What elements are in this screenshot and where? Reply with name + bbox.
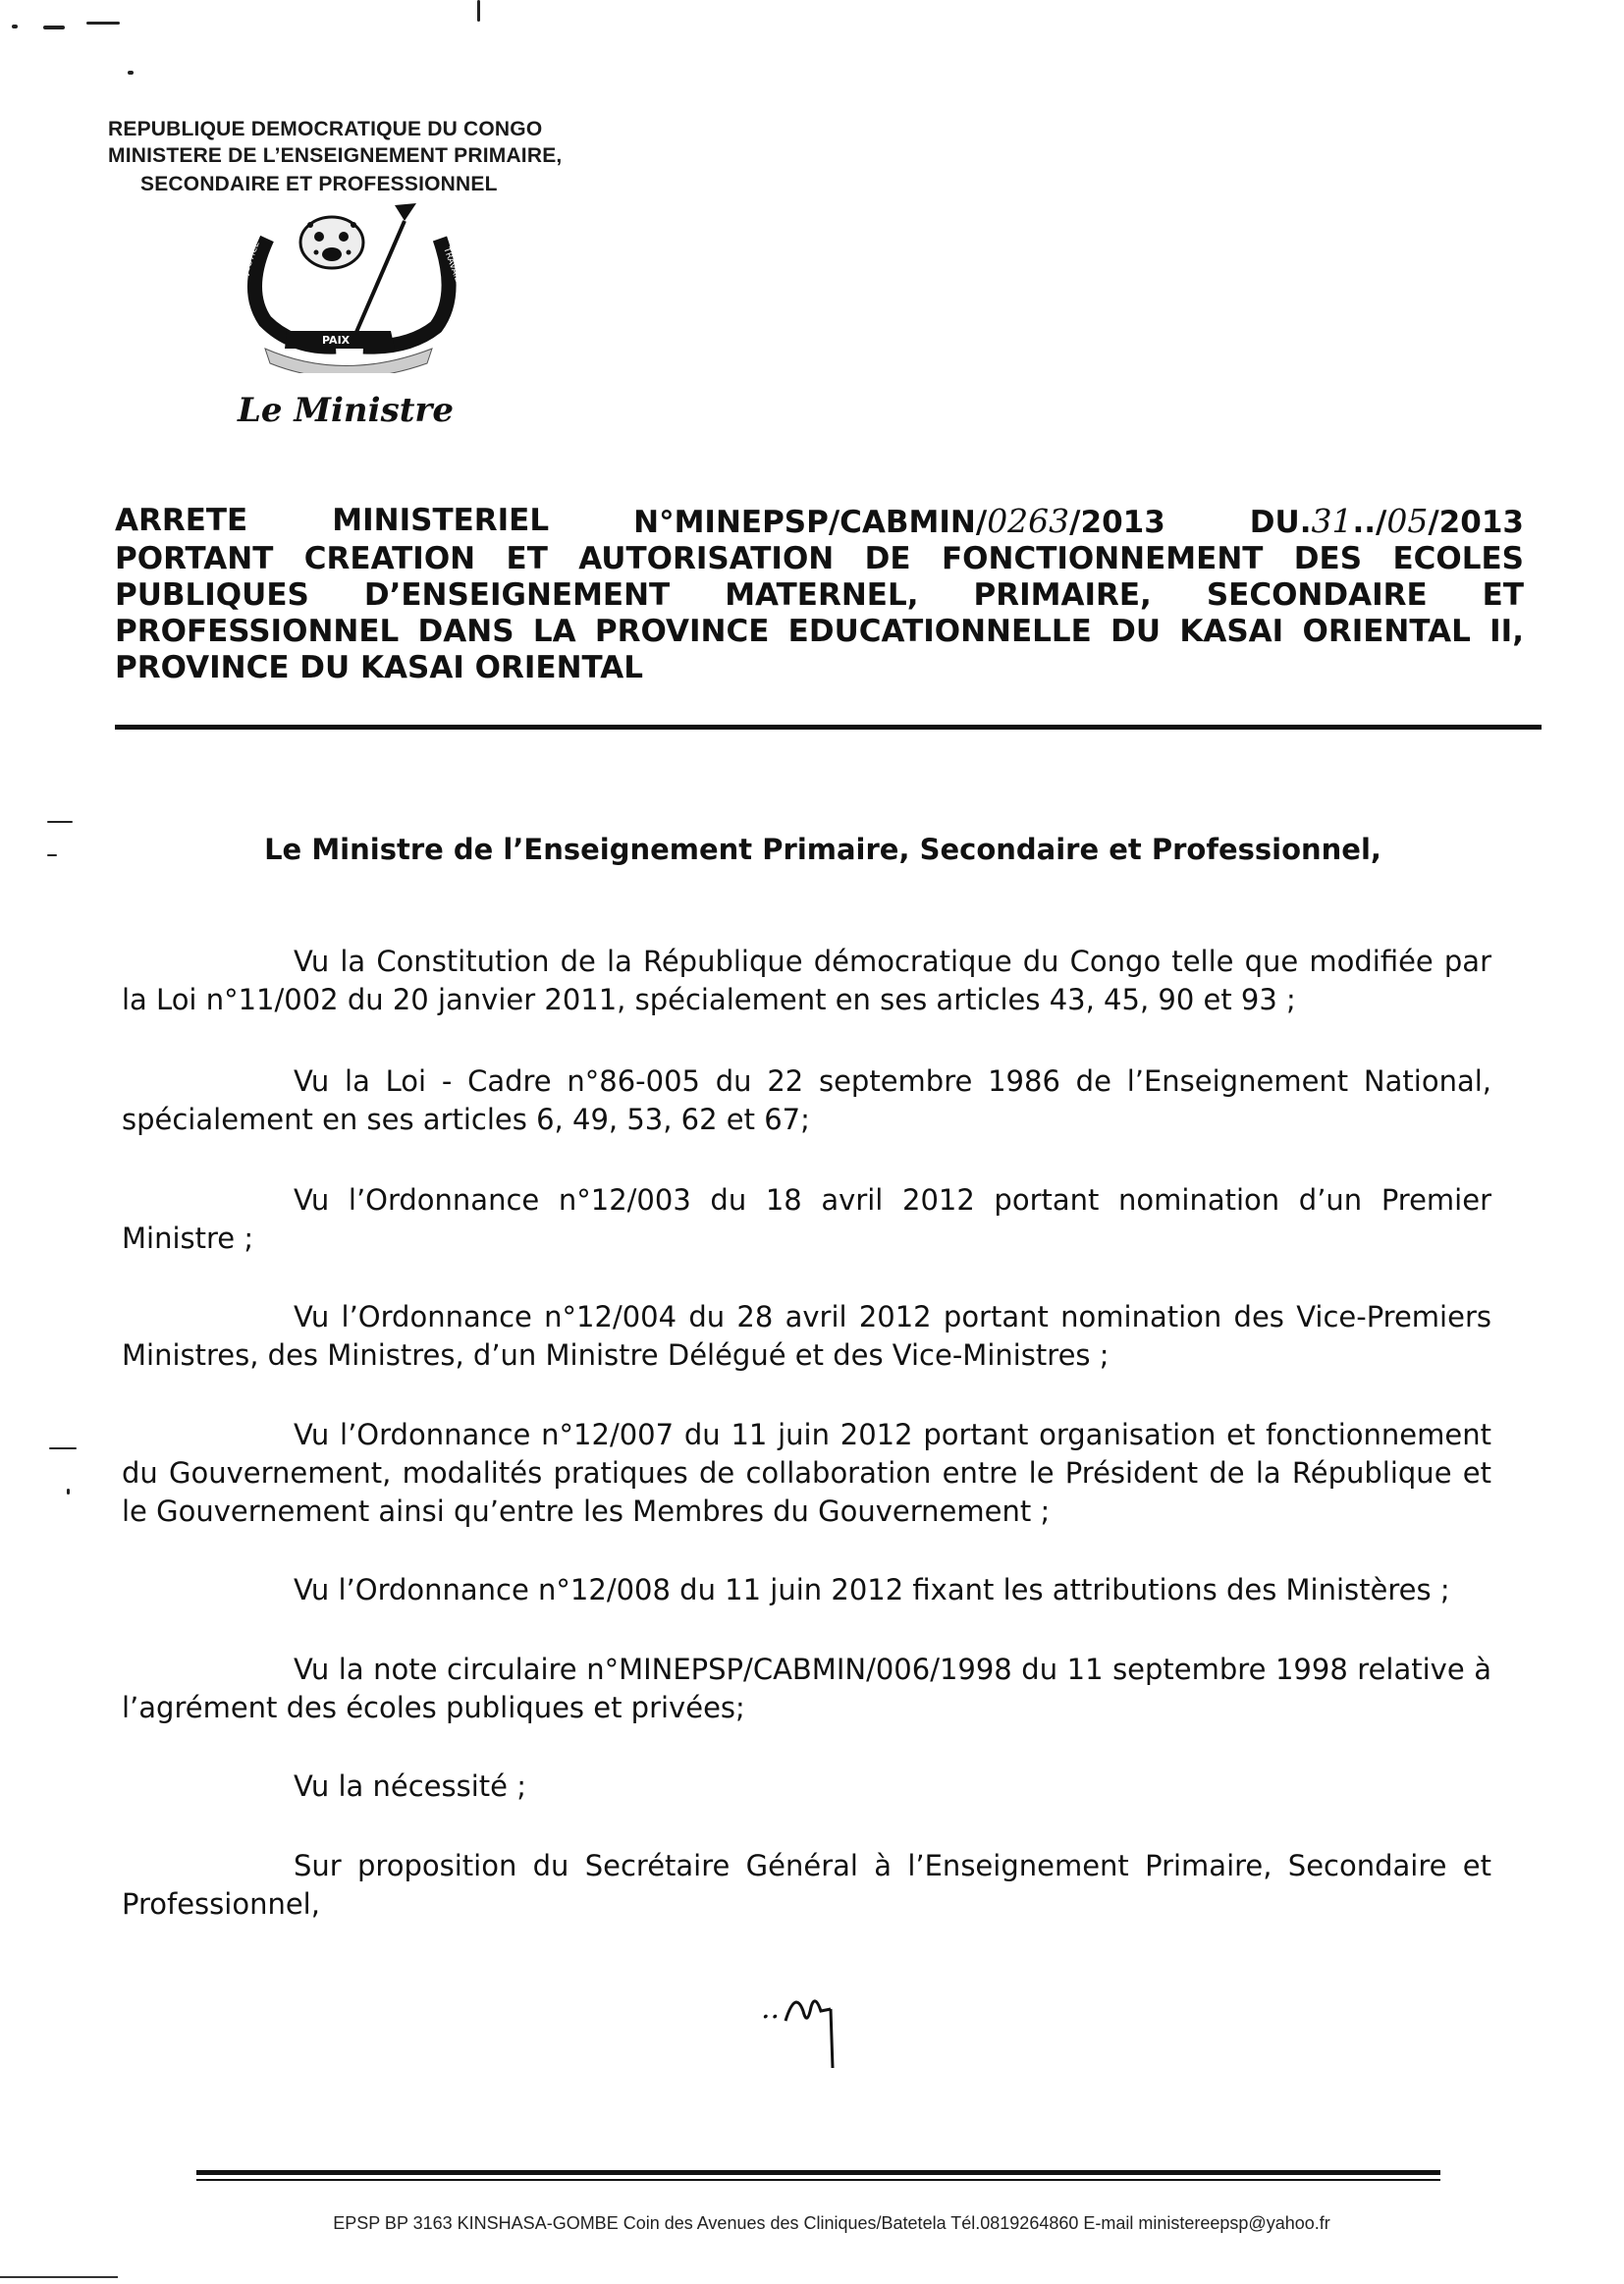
title-line-2 — [115, 541, 1524, 577]
scan-speck — [477, 0, 480, 22]
title-word: AUTORISATION — [578, 541, 835, 576]
title-word: PUBLIQUES — [115, 577, 309, 613]
consideration-paragraph: Vu la nécessité ; — [294, 1769, 526, 1803]
consideration-paragraph: Sur proposition du Secrétaire Général à l’Enseignement Primaire, Secondaire et Professionnel, — [122, 1849, 1491, 1921]
title-line-5 — [115, 650, 1524, 686]
scan-speck — [12, 25, 18, 28]
emblem-motto-right: TRAVAIL — [441, 245, 463, 284]
scan-speck — [128, 71, 134, 75]
scan-edge-line — [0, 2276, 118, 2278]
decree-date: DU.31../05/2013 — [1249, 502, 1524, 540]
title-divider — [115, 725, 1542, 730]
title-line-4 — [115, 614, 1524, 650]
title-line-3 — [115, 577, 1524, 614]
title-word: CREATION — [303, 541, 476, 576]
title-word: DES — [1293, 541, 1363, 576]
title-word: MATERNEL, — [725, 577, 919, 613]
title-word: II, — [1489, 614, 1524, 649]
minister-heading: Le Ministre de l’Enseignement Primaire, Secondaire et Professionnel, — [264, 833, 1381, 866]
consideration-paragraph: Vu la Loi - Cadre n°86-005 du 22 septembre 1986 de l’Enseignement National, spécialement en ses articles 6, 49, 53, 62 et 67; — [122, 1064, 1491, 1136]
coat-of-arms-emblem — [226, 201, 466, 373]
ministry-name-line2: SECONDAIRE ET PROFESSIONNEL — [140, 173, 498, 195]
footer-divider-thin — [196, 2179, 1440, 2181]
scan-speck — [43, 26, 65, 29]
title-word: KASAI — [1179, 614, 1284, 649]
handwritten-month: 05 — [1386, 502, 1429, 540]
title-word: PROFESSIONNEL — [115, 614, 400, 649]
title-word: DU — [1110, 614, 1162, 649]
scan-speck — [49, 1447, 77, 1449]
title-word: ARRETE — [115, 503, 248, 538]
title-word: ET — [1482, 577, 1524, 613]
decree-number: N°MINEPSP/CABMIN/0263/2013 — [633, 502, 1165, 540]
emblem-motto-left: JUSTICE — [241, 240, 262, 277]
consideration-paragraph: Vu l’Ordonnance n°12/007 du 11 juin 2012 portant organisation et fonctionnement du Gouvernement, modalités pratiques de collaboration entre le Président de la République et le Gouvernement ainsi qu’entre les Membres du Gouvernement ; — [122, 1418, 1491, 1528]
title-line-1 — [115, 503, 1524, 541]
title-word: FONCTIONNEMENT — [941, 541, 1264, 576]
consideration-paragraph: Vu la Constitution de la République démocratique du Congo telle que modifiée par la Loi n°11/002 du 20 janvier 2011, spécialement en ses articles 43, 45, 90 et 93 ; — [122, 945, 1491, 1016]
handwritten-paraph — [782, 1982, 840, 2072]
consideration-paragraph: Vu l’Ordonnance n°12/003 du 18 avril 2012 portant nomination d’un Premier Ministre ; — [122, 1183, 1491, 1255]
title-word: ET — [506, 541, 548, 576]
title-word: D’ENSEIGNEMENT — [363, 577, 671, 613]
footer-contact: EPSP BP 3163 KINSHASA-GOMBE Coin des Avenues des Cliniques/Batetela Tél.0819264860 E-mail ministereepsp@yahoo.fr — [333, 2213, 1330, 2233]
paraph-initials: .. — [761, 1991, 781, 2026]
scan-speck — [86, 22, 120, 25]
handwritten-day: 31 — [1311, 502, 1353, 540]
title-word: PROVINCE — [594, 614, 770, 649]
title-word: DANS — [417, 614, 514, 649]
title-word: LA — [532, 614, 576, 649]
title-word: MINISTERIEL — [332, 503, 550, 538]
title-word: ORIENTAL — [1302, 614, 1471, 649]
footer-divider — [196, 2170, 1440, 2175]
country-name: REPUBLIQUE DEMOCRATIQUE DU CONGO — [108, 118, 543, 140]
consideration-paragraph: Vu l’Ordonnance n°12/004 du 28 avril 2012 portant nomination des Vice-Premiers Ministres, des Ministres, d’un Ministre Délégué et des Vice-Ministres ; — [122, 1300, 1491, 1372]
title-word: PORTANT — [115, 541, 274, 576]
consideration-paragraph: Vu l’Ordonnance n°12/008 du 11 juin 2012 fixant les attributions des Ministères ; — [294, 1573, 1450, 1606]
decree-title — [115, 503, 1524, 686]
title-word: SECONDAIRE — [1206, 577, 1428, 613]
emblem-motto-center: PAIX — [322, 334, 351, 347]
handwritten-number: 0263 — [987, 502, 1070, 540]
ministry-name-line1: MINISTERE DE L’ENSEIGNEMENT PRIMAIRE, — [108, 144, 563, 167]
scan-speck — [67, 1489, 70, 1495]
consideration-paragraph: Vu la note circulaire n°MINEPSP/CABMIN/006/1998 du 11 septembre 1998 relative à l’agrément des écoles publiques et privées; — [122, 1653, 1491, 1724]
title-word: EDUCATIONNELLE — [787, 614, 1092, 649]
title-word: PRIMAIRE, — [973, 577, 1152, 613]
title-word: PROVINCE DU KASAI ORIENTAL — [115, 650, 644, 685]
title-word: ECOLES — [1392, 541, 1524, 576]
office-title: Le Ministre — [238, 391, 454, 430]
scan-speck — [47, 821, 73, 823]
title-word: DE — [864, 541, 911, 576]
